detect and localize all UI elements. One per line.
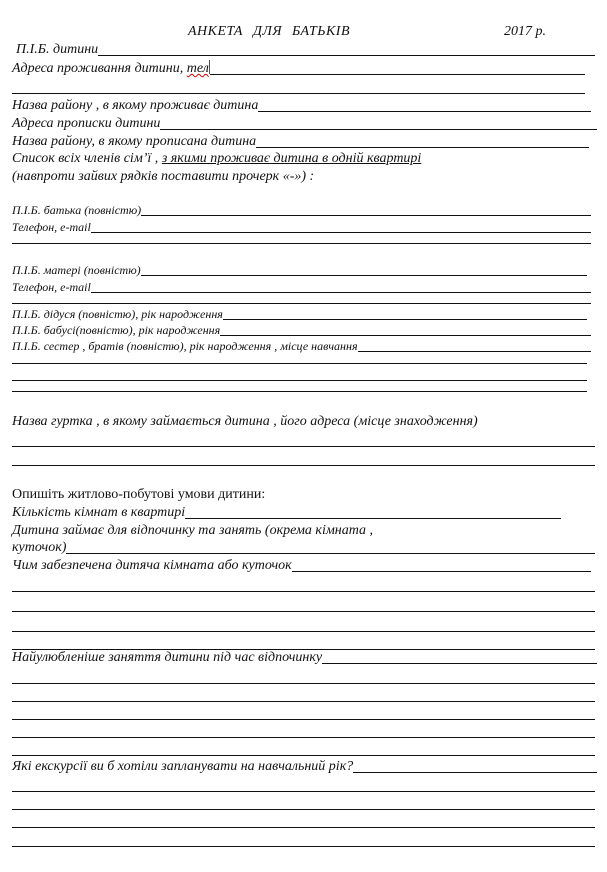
favorite-activity-input-line[interactable] <box>322 663 597 664</box>
grandmother-input-line[interactable] <box>220 335 591 336</box>
club-line-1[interactable] <box>12 446 595 447</box>
child-address-extra-line[interactable] <box>12 93 585 94</box>
child-address-label <box>12 60 210 77</box>
text-cursor <box>209 60 210 74</box>
registration-address-label: Адреса прописки дитини <box>12 116 161 131</box>
room-equipment-input-line[interactable] <box>292 571 591 572</box>
family-list-note: (навпроти зайвих рядків поставити прочерк «-») : <box>12 169 315 184</box>
family-list-prefix: Список всіх членів сім’ї , <box>12 151 162 166</box>
excursions-line-3[interactable] <box>12 827 595 828</box>
family-list-underlined: з якими проживає дитина в одній квартирі <box>161 151 422 166</box>
favorite-activity-line-1[interactable] <box>12 683 595 684</box>
favorite-activity-line-4[interactable] <box>12 737 595 738</box>
mother-extra-line[interactable] <box>12 303 591 304</box>
father-contact-field[interactable] <box>12 219 591 235</box>
excursions-line-1[interactable] <box>12 791 595 792</box>
mother-name-input-line[interactable] <box>141 275 587 276</box>
grandfather-input-line[interactable] <box>223 319 587 320</box>
siblings-input-line[interactable] <box>358 351 591 352</box>
favorite-activity-label: Найулюбленіше заняття дитини під час відпочинку <box>12 650 323 665</box>
child-name-label: П.І.Б. дитини <box>16 42 99 57</box>
child-space-label-line1: Дитина займає для відпочинку та занять (окрема кімната , <box>12 523 374 538</box>
mother-contact-input-line[interactable] <box>91 292 591 293</box>
grandmother-label: П.І.Б. бабусі(повністю), рік народження <box>12 323 221 337</box>
child-address-input-line[interactable] <box>210 74 585 75</box>
child-name-field[interactable] <box>16 42 595 58</box>
favorite-activity-field[interactable] <box>12 650 597 666</box>
siblings-extra-line-2[interactable] <box>12 380 587 381</box>
mother-contact-label: Телефон, e-mail <box>12 280 91 294</box>
room-equipment-line-3[interactable] <box>12 631 595 632</box>
rooms-count-label: Кількість кімнат в квартирі <box>12 505 186 520</box>
mother-name-label: П.І.Б. матері (повністю) <box>12 263 141 277</box>
favorite-activity-line-5[interactable] <box>12 755 595 756</box>
district-registered-field[interactable] <box>12 134 589 150</box>
siblings-label: П.І.Б. сестер , братів (повністю), рік народження , місце навчання <box>12 339 358 353</box>
room-equipment-line-1[interactable] <box>12 591 595 592</box>
grandmother-field[interactable] <box>12 322 591 338</box>
child-space-field[interactable] <box>12 540 595 556</box>
mother-name-field[interactable] <box>12 262 587 278</box>
club-line-2[interactable] <box>12 465 595 466</box>
father-name-field[interactable] <box>12 202 591 218</box>
family-list-heading <box>12 151 421 167</box>
rooms-count-input-line[interactable] <box>185 518 561 519</box>
child-address-label-text: Адреса проживання дитини, <box>12 61 187 76</box>
siblings-field[interactable] <box>12 338 591 354</box>
excursions-input-line[interactable] <box>353 772 597 773</box>
district-living-input-line[interactable] <box>258 111 591 112</box>
excursions-field[interactable] <box>12 759 597 775</box>
grandfather-label: П.І.Б. дідуся (повністю), рік народження <box>12 307 223 321</box>
document-year: 2017 р. <box>504 24 546 39</box>
room-equipment-label: Чим забезпечена дитяча кімната або куточок <box>12 558 292 573</box>
father-contact-input-line[interactable] <box>91 232 591 233</box>
child-space-input-line[interactable] <box>66 553 595 554</box>
child-space-label-line2: куточок) <box>12 540 67 555</box>
district-living-field[interactable] <box>12 98 591 114</box>
document-title: АНКЕТА ДЛЯ БАТЬКІВ <box>188 24 351 39</box>
club-label: Назва гуртка , в якому займається дитина , його адреса (місце знаходження) <box>12 414 478 429</box>
tel-label: тел <box>186 61 209 76</box>
child-name-input-line[interactable] <box>98 55 595 56</box>
father-name-label: П.І.Б. батька (повністю) <box>12 203 142 217</box>
favorite-activity-line-2[interactable] <box>12 701 595 702</box>
room-equipment-line-2[interactable] <box>12 611 595 612</box>
excursions-label: Які екскурсії ви б хотіли запланувати на навчальний рік? <box>12 759 354 774</box>
room-equipment-field[interactable] <box>12 558 591 574</box>
child-address-field[interactable] <box>12 61 585 77</box>
favorite-activity-line-3[interactable] <box>12 719 595 720</box>
district-registered-input-line[interactable] <box>256 147 589 148</box>
siblings-extra-line-3[interactable] <box>12 391 587 392</box>
excursions-line-4[interactable] <box>12 846 595 847</box>
father-extra-line[interactable] <box>12 243 591 244</box>
grandfather-field[interactable] <box>12 306 587 322</box>
living-conditions-heading: Опишіть житлово-побутові умови дитини: <box>12 487 266 502</box>
district-living-label: Назва району , в якому проживає дитина <box>12 98 259 113</box>
mother-contact-field[interactable] <box>12 279 591 295</box>
registration-address-input-line[interactable] <box>160 129 597 130</box>
registration-address-field[interactable] <box>12 116 597 132</box>
father-contact-label: Телефон, e-mail <box>12 220 91 234</box>
father-name-input-line[interactable] <box>141 215 591 216</box>
excursions-line-2[interactable] <box>12 809 595 810</box>
siblings-extra-line-1[interactable] <box>12 363 587 364</box>
rooms-count-field[interactable] <box>12 505 561 521</box>
district-registered-label: Назва району, в якому прописана дитина <box>12 134 257 149</box>
